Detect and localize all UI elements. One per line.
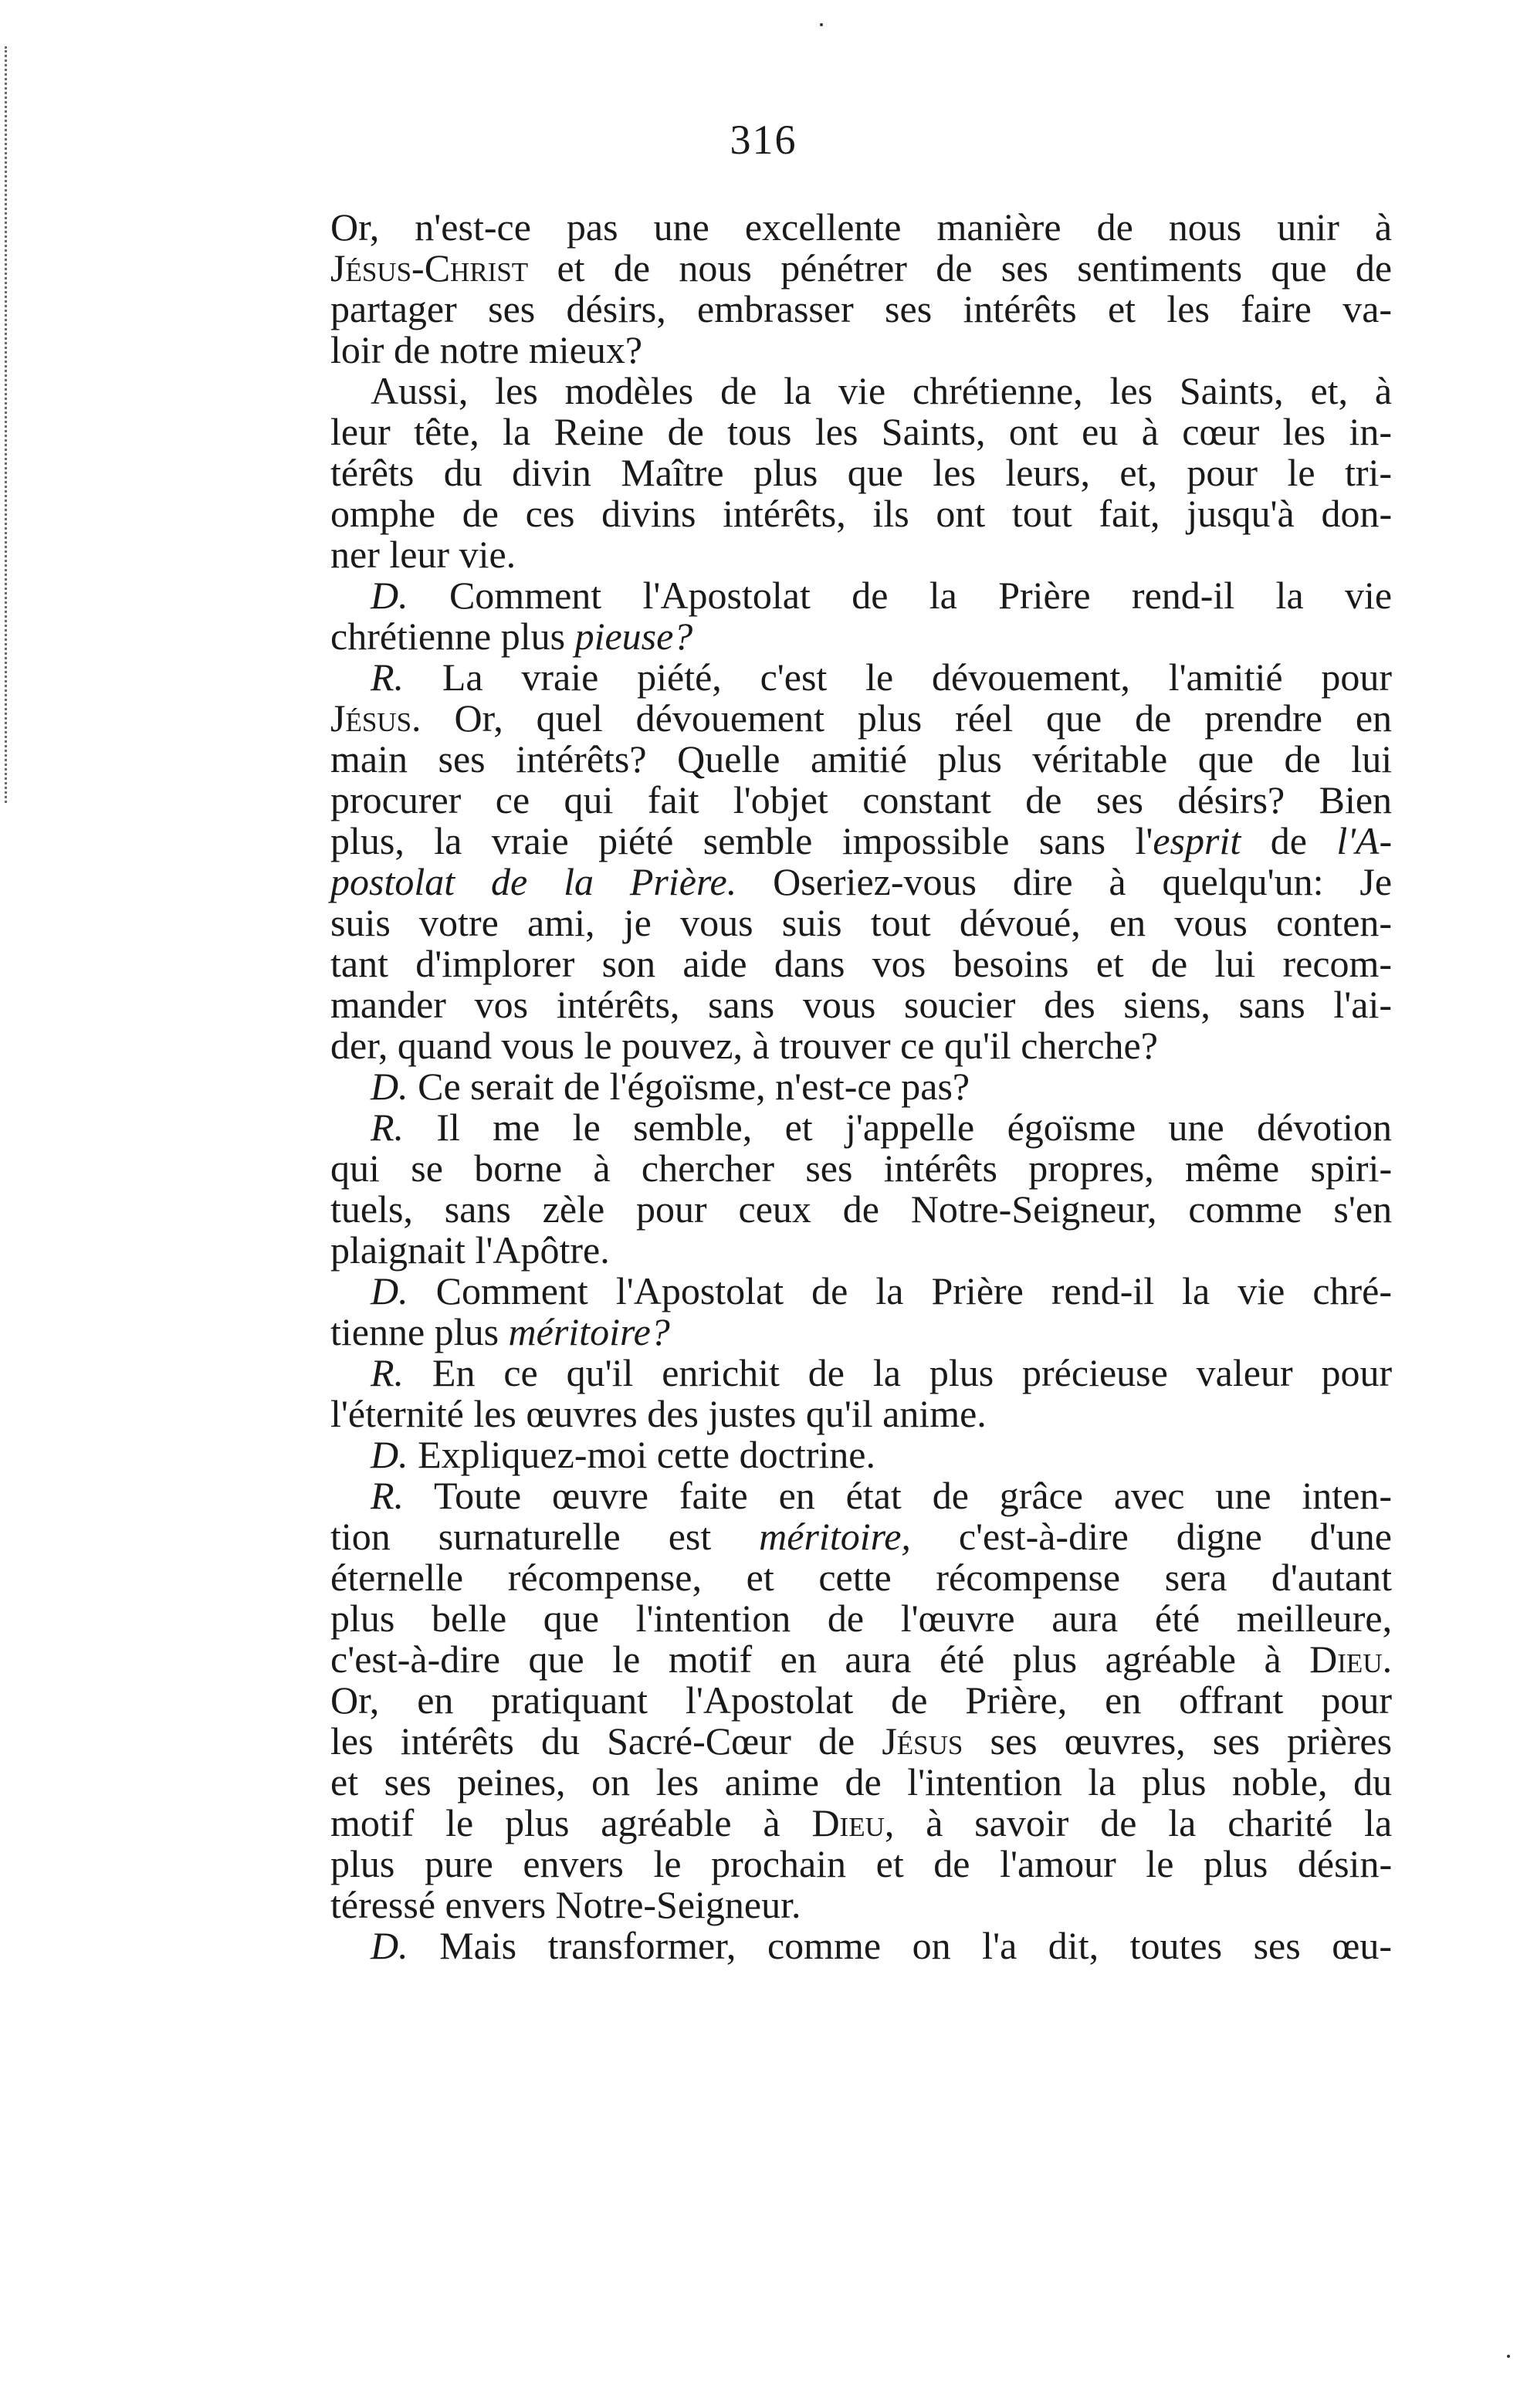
text-line xyxy=(330,1434,1392,1475)
line-text: tant d'implorer son aide dans vos besoins et de lui recom- xyxy=(330,942,1393,985)
line-text: mander vos intérêts, sans vous soucier des siens, sans l'ai- xyxy=(330,983,1392,1026)
line-text: Jésus-Christ et de nous pénétrer de ses sentiments que de xyxy=(330,246,1393,290)
line-text: postolat de la Prière. Oseriez-vous dire à quelqu'un: Je xyxy=(330,860,1393,903)
text-line xyxy=(330,616,1392,657)
text-line xyxy=(330,371,1392,411)
line-text: téressé envers Notre-Seigneur. xyxy=(330,1883,801,1926)
text-line xyxy=(330,657,1392,698)
text-line xyxy=(330,1353,1392,1394)
text-line xyxy=(330,698,1392,739)
line-text: éternelle récompense, et cette récompense sera d'autant xyxy=(330,1556,1393,1599)
text-line xyxy=(330,452,1392,493)
page-number: 316 xyxy=(730,117,797,163)
line-text: plaignait l'Apôtre. xyxy=(330,1228,610,1272)
line-text: plus, la vraie piété semble impossible sans l'esprit de l'A- xyxy=(330,819,1393,862)
text-line xyxy=(330,330,1392,371)
line-text: Il me le semble, et j'appelle égoïsme une dévotion xyxy=(436,1106,1393,1149)
line-text: tienne plus méritoire? xyxy=(330,1310,670,1353)
speaker-marker: D. xyxy=(371,1433,408,1476)
line-text: Or, en pratiquant l'Apostolat de Prière, en offrant pour xyxy=(330,1678,1392,1722)
speaker-marker: D. xyxy=(371,574,408,617)
text-line xyxy=(330,493,1392,534)
text-line xyxy=(330,1680,1392,1721)
text-line xyxy=(330,739,1392,780)
speaker-marker: R. xyxy=(371,1351,405,1394)
speaker-marker: D. xyxy=(371,1924,408,1967)
text-line xyxy=(330,984,1392,1025)
text-line xyxy=(330,780,1392,821)
line-text: Aussi, les modèles de la vie chrétienne, les Saints, et, à xyxy=(371,369,1393,412)
speaker-marker: R. xyxy=(371,1474,405,1517)
line-text: plus belle que l'intention de l'œuvre aura été meilleure, xyxy=(330,1597,1393,1640)
line-text: La vraie piété, c'est le dévouement, l'amitié pour xyxy=(442,655,1392,699)
speaker-marker: R. xyxy=(371,1106,405,1149)
line-text: omphe de ces divins intérêts, ils ont tout fait, jusqu'à don- xyxy=(330,492,1393,535)
speaker-marker: D. xyxy=(371,1065,408,1108)
line-text: tion surnaturelle est méritoire, c'est-à-dire digne d'une xyxy=(330,1515,1392,1558)
text-line xyxy=(330,411,1392,452)
line-text: l'éternité les œuvres des justes qu'il anime. xyxy=(330,1392,987,1435)
text-line xyxy=(330,1189,1392,1230)
text-line xyxy=(330,1271,1392,1312)
text-line xyxy=(330,1475,1392,1516)
line-text: térêts du divin Maître plus que les leurs, et, pour le tri- xyxy=(330,451,1393,494)
text-line xyxy=(330,1025,1392,1066)
line-text: Comment l'Apostolat de la Prière rend-il la vie xyxy=(449,574,1393,617)
line-text: Ce serait de l'égoïsme, n'est-ce pas? xyxy=(418,1065,970,1108)
line-text: En ce qu'il enrichit de la plus précieuse valeur pour xyxy=(432,1351,1393,1394)
line-text: main ses intérêts? Quelle amitié plus véritable que de lui xyxy=(330,737,1393,781)
text-line xyxy=(330,1148,1392,1189)
line-text: procurer ce qui fait l'objet constant de ses désirs? Bien xyxy=(330,778,1393,821)
text-line xyxy=(330,1557,1392,1598)
line-text: loir de notre mieux? xyxy=(330,328,643,371)
scan-speck xyxy=(820,23,823,26)
text-line xyxy=(330,1885,1392,1925)
text-line xyxy=(330,1230,1392,1271)
line-text: Jésus. Or, quel dévouement plus réel que de prendre en xyxy=(330,696,1393,740)
text-line xyxy=(330,1066,1392,1107)
line-text: Comment l'Apostolat de la Prière rend-il la vie chré- xyxy=(435,1269,1393,1312)
line-text: leur tête, la Reine de tous les Saints, ont eu à cœur les in- xyxy=(330,410,1393,453)
text-line xyxy=(330,1312,1392,1353)
text-line xyxy=(330,903,1392,943)
line-text: chrétienne plus pieuse? xyxy=(330,615,693,658)
line-text: plus pure envers le prochain et de l'amour le plus désin- xyxy=(330,1842,1393,1885)
text-line xyxy=(330,1721,1392,1762)
text-line xyxy=(330,534,1392,575)
line-text: partager ses désirs, embrasser ses intérêts et les faire va- xyxy=(330,287,1393,330)
line-text: tuels, sans zèle pour ceux de Notre-Seigneur, comme s'en xyxy=(330,1187,1393,1231)
text-line xyxy=(330,1925,1392,1966)
line-text: ner leur vie. xyxy=(330,533,516,576)
line-text: et ses peines, on les anime de l'intention la plus noble, du xyxy=(330,1760,1393,1803)
line-text: Or, n'est-ce pas une excellente manière de nous unir à xyxy=(330,205,1393,249)
speaker-marker: R. xyxy=(371,655,405,699)
line-text: der, quand vous le pouvez, à trouver ce qu'il cherche? xyxy=(330,1024,1158,1067)
speaker-marker: D. xyxy=(371,1269,408,1312)
text-line xyxy=(330,289,1392,330)
line-text: qui se borne à chercher ses intérêts propres, même spiri- xyxy=(330,1146,1393,1190)
line-text: suis votre ami, je vous suis tout dévoué, en vous conten- xyxy=(330,901,1393,944)
line-text: les intérêts du Sacré-Cœur de Jésus ses œuvres, ses prières xyxy=(330,1719,1393,1763)
text-line xyxy=(330,1107,1392,1148)
line-text: c'est-à-dire que le motif en aura été plus agréable à Dieu. xyxy=(330,1638,1393,1681)
line-text: Expliquez-moi cette doctrine. xyxy=(418,1433,875,1476)
text-line xyxy=(330,821,1392,862)
text-line xyxy=(330,943,1392,984)
scan-speck xyxy=(1507,2355,1510,2358)
body-text xyxy=(330,207,1392,1966)
text-line xyxy=(330,575,1392,616)
text-line xyxy=(330,1844,1392,1885)
text-line xyxy=(330,862,1392,903)
line-text: Toute œuvre faite en état de grâce avec une inten- xyxy=(434,1474,1393,1517)
text-line xyxy=(330,1762,1392,1803)
text-line xyxy=(330,1803,1392,1844)
line-text: motif le plus agréable à Dieu, à savoir de la charité la xyxy=(330,1801,1393,1844)
text-line xyxy=(330,1639,1392,1680)
line-text: Mais transformer, comme on l'a dit, toutes ses œu- xyxy=(439,1924,1392,1967)
text-line xyxy=(330,207,1392,248)
text-line xyxy=(330,1598,1392,1639)
text-line xyxy=(330,1516,1392,1557)
text-line xyxy=(330,248,1392,289)
text-line xyxy=(330,1394,1392,1434)
